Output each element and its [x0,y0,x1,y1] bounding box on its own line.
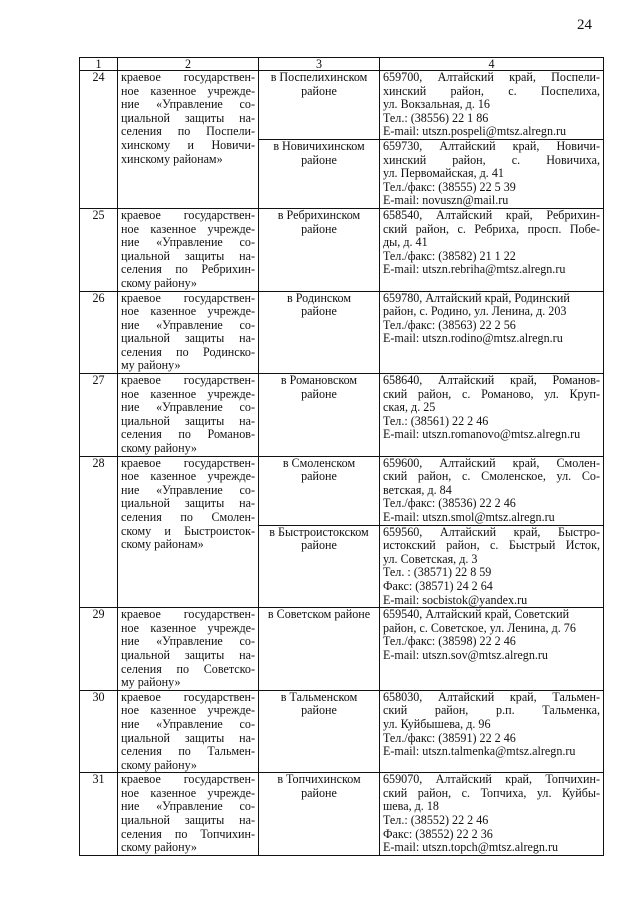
address-cell [380,291,604,374]
cell-line: хинскому районам» [121,151,223,166]
cell-line: Тел./факс: (38536) 22 2 46 [383,496,516,511]
header-row [80,58,604,71]
cell-line: ное казенное учрежде- [121,469,255,484]
cell-line: циальной защиты на- [121,413,255,428]
institution-name [118,208,259,291]
cell-line: краевое государствен- [121,70,255,84]
cell-line: краевое государствен- [121,607,255,622]
cell-line: селения по Поспели- [121,124,255,139]
address-cell [380,608,604,691]
cell-line: ский район, с. Романово, ул. Круп- [383,386,600,401]
cell-line: Тел./факс: (38582) 21 1 22 [383,248,516,263]
table-row [80,208,604,291]
cell-line: скому району» [121,840,197,855]
table-row [80,374,604,457]
district-cell [259,608,380,691]
cell-line: ние «Управление со- [121,799,255,814]
cell-line: 659600, Алтайский край, Смолен- [383,455,600,470]
institution-name [118,690,259,773]
cell-line: Факс: (38571) 24 2 64 [383,578,493,593]
cell-line: Тел./факс: (38591) 22 2 46 [383,730,516,745]
cell-line: селения по Тальмен- [121,744,255,759]
cell-line: ул. Куйбышева, д. 96 [383,716,491,731]
cell-line: в Романовском [280,373,358,388]
cell-line: циальной защиты на- [121,248,255,263]
cell-line: E-mail: utszn.pospeli@mtsz.alregn.ru [383,124,567,139]
address-cell [380,208,604,291]
district-cell [259,690,380,773]
institutions-table [79,57,604,856]
cell-line: в Новичихинском [273,138,365,153]
cell-line: ние «Управление со- [121,716,255,731]
cell-line: му району» [121,675,181,690]
cell-line: ский район, р.п. Тальменка, [383,703,600,718]
cell-line: скому и Быстроисток- [121,523,255,538]
cell-line: ул. Первомайская, д. 41 [383,166,504,181]
cell-line: ное казенное учрежде- [121,785,255,800]
cell-line: скому районам» [121,537,204,552]
cell-line: му району» [121,358,181,373]
cell-line: ул. Советская, д. 3 [383,551,478,566]
cell-line: районе [301,386,337,401]
cell-line: скому району» [121,275,197,290]
cell-line: ное казенное учрежде- [121,221,255,236]
cell-line: Тел.: (38561) 22 2 46 [383,413,489,428]
cell-line: циальной защиты на- [121,647,255,662]
table-body [80,58,604,856]
cell-line: 659780, Алтайский край, Родинский [383,290,570,305]
institution-name [118,608,259,691]
cell-line: районе [301,785,337,800]
column-header-4: 4 [380,58,604,71]
cell-line: селения по Смолен- [121,510,255,524]
cell-line: районе [301,703,337,718]
cell-line: циальной защиты на- [121,730,255,745]
institution-name [118,71,259,209]
address-cell [380,690,604,773]
cell-line: скому району» [121,757,197,772]
cell-line: E-mail: utszn.rodino@mtsz.alregn.ru [383,331,563,346]
address-cell [380,139,604,208]
table-row [80,291,604,374]
cell-line: E-mail: utszn.topch@mtsz.alregn.ru [383,840,559,855]
cell-line: краевое государствен- [121,207,255,222]
cell-line: циальной защиты на- [121,331,255,346]
cell-line: ветская, д. 84 [383,482,452,497]
address-cell [380,71,604,140]
cell-line: краевое государствен- [121,455,255,470]
table-row [80,690,604,773]
cell-line: E-mail: socbistok@yandex.ru [383,592,528,607]
cell-line: районе [301,152,337,167]
cell-line: в Ребрихинском [277,207,361,222]
cell-line: районе [301,538,337,553]
cell-line: ное казенное учрежде- [121,703,255,718]
cell-line: селения по Родинско- [121,344,255,359]
cell-line: ное казенное учрежде- [121,304,255,319]
cell-line: 658030, Алтайский край, Тальмен- [383,689,600,704]
cell-line: районе [301,83,337,98]
table-row [80,456,604,525]
cell-line: Тел.: (38552) 22 2 46 [383,813,489,828]
cell-line: селения по Ребрихин- [121,262,255,277]
cell-line: в Родинском [286,290,352,305]
cell-line: шева, д. 18 [383,799,439,814]
cell-line: 659070, Алтайский край, Топчихин- [383,772,600,787]
cell-line: ние «Управление со- [121,482,255,497]
cell-line: ние «Управление со- [121,97,255,112]
cell-line: Факс: (38552) 22 2 36 [383,826,493,841]
institution-name [118,456,259,608]
cell-line: ская, д. 25 [383,400,436,415]
cell-line: циальной защиты на- [121,496,255,511]
cell-line: 659560, Алтайский край, Быстро- [383,524,600,539]
cell-line: ский район, с. Смоленское, ул. Со- [383,469,600,484]
cell-line: ние «Управление со- [121,235,255,250]
district-cell [259,456,380,525]
cell-line: ние «Управление со- [121,634,255,649]
cell-line: селения по Романов- [121,427,255,442]
cell-line: Тел./факс: (38555) 22 5 39 [383,179,516,194]
cell-line: ние «Управление со- [121,400,255,415]
cell-line: ский район, с. Ребриха, просп. Побе- [383,221,600,236]
cell-line: район, с. Советское, ул. Ленина, д. 76 [383,620,576,635]
cell-line: Тел./факс: (38563) 22 2 56 [383,317,516,332]
cell-line: E-mail: novuszn@mail.ru [383,193,509,208]
cell-line: ное казенное учрежде- [121,83,255,98]
cell-line: районе [301,304,337,319]
cell-line: краевое государствен- [121,772,255,787]
cell-line: в Топчихинском [277,772,361,787]
address-cell [380,773,604,856]
district-cell [259,139,380,208]
cell-line: E-mail: utszn.rebriha@mtsz.alregn.ru [383,262,566,277]
column-header-3: 3 [259,58,380,71]
cell-line: E-mail: utszn.sov@mtsz.alregn.ru [383,647,548,662]
institution-name [118,374,259,457]
cell-line: циальной защиты на- [121,813,255,828]
table-row [80,71,604,140]
cell-line: 659730, Алтайский край, Новичи- [383,138,600,153]
cell-line: ский район, с. Топчиха, ул. Куйбы- [383,785,600,800]
cell-line: район, с. Родино, ул. Ленина, д. 203 [383,304,567,319]
cell-line: ное казенное учрежде- [121,386,255,401]
cell-line: краевое государствен- [121,689,255,704]
cell-line: в Поспелихинском [270,70,368,84]
cell-line: хинскому и Новичи- [121,137,255,152]
cell-line: ное казенное учрежде- [121,620,255,635]
cell-line: селения по Советско- [121,661,255,676]
cell-line: хинский район, с. Поспелиха, [383,83,600,98]
cell-line: E-mail: utszn.romanovo@mtsz.alregn.ru [383,427,581,442]
row-number: 27 [80,374,118,457]
row-number: 31 [80,773,118,856]
cell-line: Тел./факс: (38598) 22 2 46 [383,634,516,649]
cell-line: 658640, Алтайский край, Романов- [383,373,600,388]
cell-line: ул. Вокзальная, д. 16 [383,97,490,112]
cell-line: ние «Управление со- [121,317,255,332]
row-number: 29 [80,608,118,691]
cell-line: хинский район, с. Новичиха, [383,152,600,167]
district-cell [259,291,380,374]
address-cell [380,374,604,457]
district-cell [259,71,380,140]
district-cell [259,773,380,856]
cell-line: 659540, Алтайский край, Советский [383,607,570,622]
cell-line: селения по Топчихин- [121,826,255,841]
cell-line: в Смоленском [282,455,356,470]
cell-line: E-mail: utszn.smol@mtsz.alregn.ru [383,510,555,524]
cell-line: Тел.: (38556) 22 1 86 [383,110,489,125]
institution-name [118,773,259,856]
cell-line: краевое государствен- [121,373,255,388]
row-number: 25 [80,208,118,291]
address-cell [380,525,604,608]
district-cell [259,374,380,457]
table-row [80,608,604,691]
cell-line: Тел. : (38571) 22 8 59 [383,565,492,580]
table-row [80,773,604,856]
cell-line: краевое государствен- [121,290,255,305]
row-number: 24 [80,71,118,209]
cell-line: истокский район, с. Быстрый Исток, [383,538,600,553]
cell-line: 659700, Алтайский край, Поспели- [383,70,600,84]
cell-line: в Тальменском [280,689,358,704]
cell-line: E-mail: utszn.talmenka@mtsz.alregn.ru [383,744,576,759]
cell-line: скому району» [121,441,197,456]
cell-line: районе [301,469,337,484]
cell-line: ды, д. 41 [383,235,428,250]
column-header-2: 2 [118,58,259,71]
district-cell [259,525,380,608]
cell-line: в Быстроистокском [269,524,369,539]
column-header-1: 1 [80,58,118,71]
cell-line: в Советском районе [267,607,371,622]
institution-name [118,291,259,374]
address-cell [380,456,604,525]
row-number: 28 [80,456,118,608]
row-number: 30 [80,690,118,773]
row-number: 26 [80,291,118,374]
cell-line: 658540, Алтайский край, Ребрихин- [383,207,600,222]
page-number: 24 [577,17,592,33]
cell-line: районе [301,221,337,236]
district-cell [259,208,380,291]
cell-line: циальной защиты на- [121,110,255,125]
